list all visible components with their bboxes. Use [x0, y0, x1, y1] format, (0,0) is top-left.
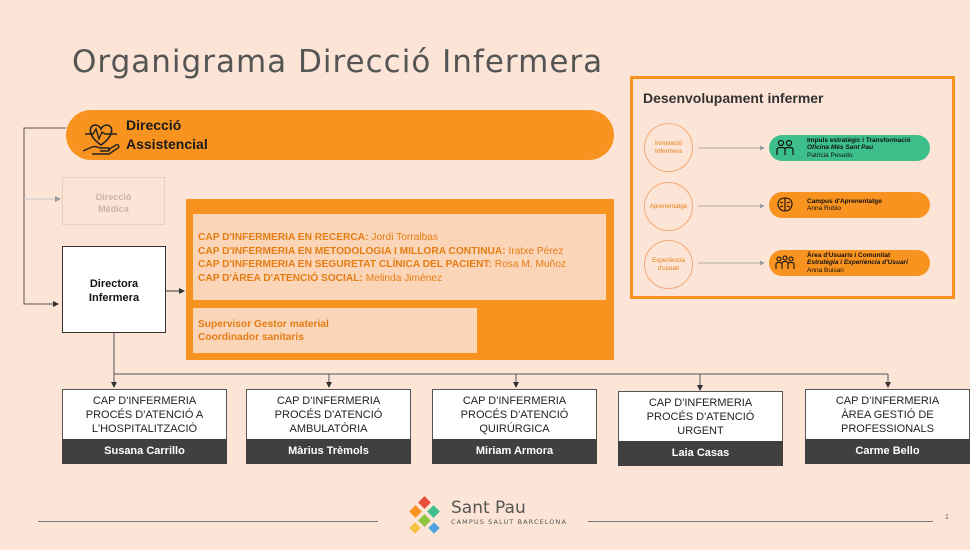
cap-box-title [432, 389, 597, 439]
circle-innovacio [644, 123, 693, 172]
cap-name: Melinda Jiménez [365, 272, 443, 284]
direccio-medica-line2: Mèdica [98, 204, 129, 214]
desenvolupament-title: Desenvolupament infermer [643, 90, 824, 106]
directora-infermera-box [62, 246, 166, 333]
cap-role: CAP D'INFERMERIA EN METODOLOGIA I MILLORA CONTINUA: [198, 245, 506, 257]
community-icon [775, 253, 795, 273]
heart-hand-icon [80, 117, 122, 157]
cap-box-name: Carme Bello [805, 439, 970, 464]
cap-box-line: CAP D'INFERMERIA [92, 395, 197, 407]
footer-divider-right [588, 521, 933, 522]
circle-aprenentatge [644, 182, 693, 231]
direccio-assistencial-line1: Direcció [126, 117, 182, 133]
cap-box-line: PROCÉS D'ATENCIÓ [274, 409, 383, 421]
cap-box-title [805, 389, 970, 439]
cap-box-line: ÀREA GESTIÓ DE [841, 409, 934, 421]
directora-infermera-line2: Infermera [88, 292, 140, 304]
circle-text: Experiència [652, 256, 685, 264]
cap-box-urgent [618, 391, 783, 466]
pill-person: Patricia Pesudo [807, 151, 853, 159]
sant-pau-logo-icon [405, 496, 445, 534]
support-line2: Coordinador sanitaris [198, 332, 304, 343]
cap-box-title [618, 391, 783, 441]
pill-person: Anna Buisan [807, 266, 844, 274]
pill-title: Àrea d'Usuaris i Comunitat [807, 251, 891, 259]
people-icon [775, 138, 795, 158]
footer-divider-left [38, 521, 378, 522]
cap-line [198, 245, 606, 259]
cap-box-line: QUIRÚRGICA [479, 423, 550, 435]
cap-box-professionals [805, 389, 970, 464]
cap-box-title [62, 389, 227, 439]
cap-box-line: L'HOSPITALITZACIÓ [91, 423, 198, 435]
cap-box-quirurgica [432, 389, 597, 464]
cap-box-line: CAP D'INFERMERIA [462, 395, 567, 407]
directora-infermera-line1: Directora [89, 278, 139, 290]
logo-subtitle: CAMPUS SALUT BARCELONA [451, 518, 568, 526]
cap-box-line: CAP D'INFERMERIA [276, 395, 381, 407]
pill-title: Campus d'Aprenentatge [807, 197, 882, 205]
direccio-medica-box [62, 177, 165, 225]
cap-line [198, 231, 606, 245]
pill-experiencia [769, 250, 930, 276]
cap-name: Jordi Torralbas [371, 232, 439, 243]
pill-person: Anna Rubio [807, 205, 841, 212]
page-title: Organigrama Direcció Infermera [72, 44, 604, 80]
circle-experiencia [644, 240, 693, 289]
direccio-medica-line1: Direcció [95, 192, 132, 202]
cap-sep: : [365, 232, 372, 243]
support-line1: Supervisor Gestor material [198, 319, 329, 330]
page-number: 1 [945, 514, 949, 521]
cap-box-name: Laia Casas [618, 441, 783, 466]
cap-line [198, 258, 606, 272]
direccio-assistencial-line2: Assistencial [126, 136, 208, 152]
pill-subtitle: Estratègia i Experiència d'Usuari [807, 259, 908, 267]
logo-name: Sant Pau [451, 498, 526, 518]
support-box [193, 308, 477, 353]
cap-box-line: PROCÉS D'ATENCIÓ [460, 409, 569, 421]
circle-text: Innovació [655, 139, 682, 147]
circle-text: d'usuari [657, 264, 680, 272]
cap-role: CAP D'ÀREA D'ATENCIÓ SOCIAL: [198, 272, 363, 284]
direccio-assistencial-label [126, 116, 208, 154]
circle-text: Aprenentatge [649, 202, 688, 210]
cap-box-line: CAP D'INFERMERIA [648, 397, 753, 409]
cap-box-line: PROFESSIONALS [841, 423, 934, 435]
cap-box-name: Miriam Armora [432, 439, 597, 464]
caps-box [193, 214, 606, 300]
cap-box-name: Màrius Trèmols [246, 439, 411, 464]
cap-box-line: PROCÉS D'ATENCIÓ A [85, 409, 204, 421]
cap-box-line: URGENT [677, 425, 724, 437]
pill-title: Impuls estratègic i Transformació [807, 136, 911, 144]
pill-subtitle: Oficina Més Sant Pau [807, 144, 874, 152]
cap-role: CAP D'INFERMERIA EN SEGURETAT CLÍNICA DEL PACIENT: [198, 259, 492, 270]
cap-line [198, 272, 606, 286]
brain-icon [775, 195, 795, 215]
pill-innovacio [769, 135, 930, 161]
pill-aprenentatge [769, 192, 930, 218]
circle-text: Infermera [655, 147, 682, 155]
cap-box-line: CAP D'INFERMERIA [835, 395, 940, 407]
cap-box-title [246, 389, 411, 439]
cap-box-name: Susana Carrillo [62, 439, 227, 464]
cap-role: CAP D'INFERMERIA EN RECERCA [198, 232, 366, 243]
cap-box-line: PROCÉS D'ATENCIÓ [646, 411, 755, 423]
cap-name: Iratxe Pérez [508, 245, 564, 257]
cap-box-hospitalitzacio [62, 389, 227, 464]
cap-name: Rosa M. Muñoz [494, 259, 567, 270]
cap-box-line: AMBULATÒRIA [289, 423, 368, 435]
cap-box-ambulatoria [246, 389, 411, 464]
